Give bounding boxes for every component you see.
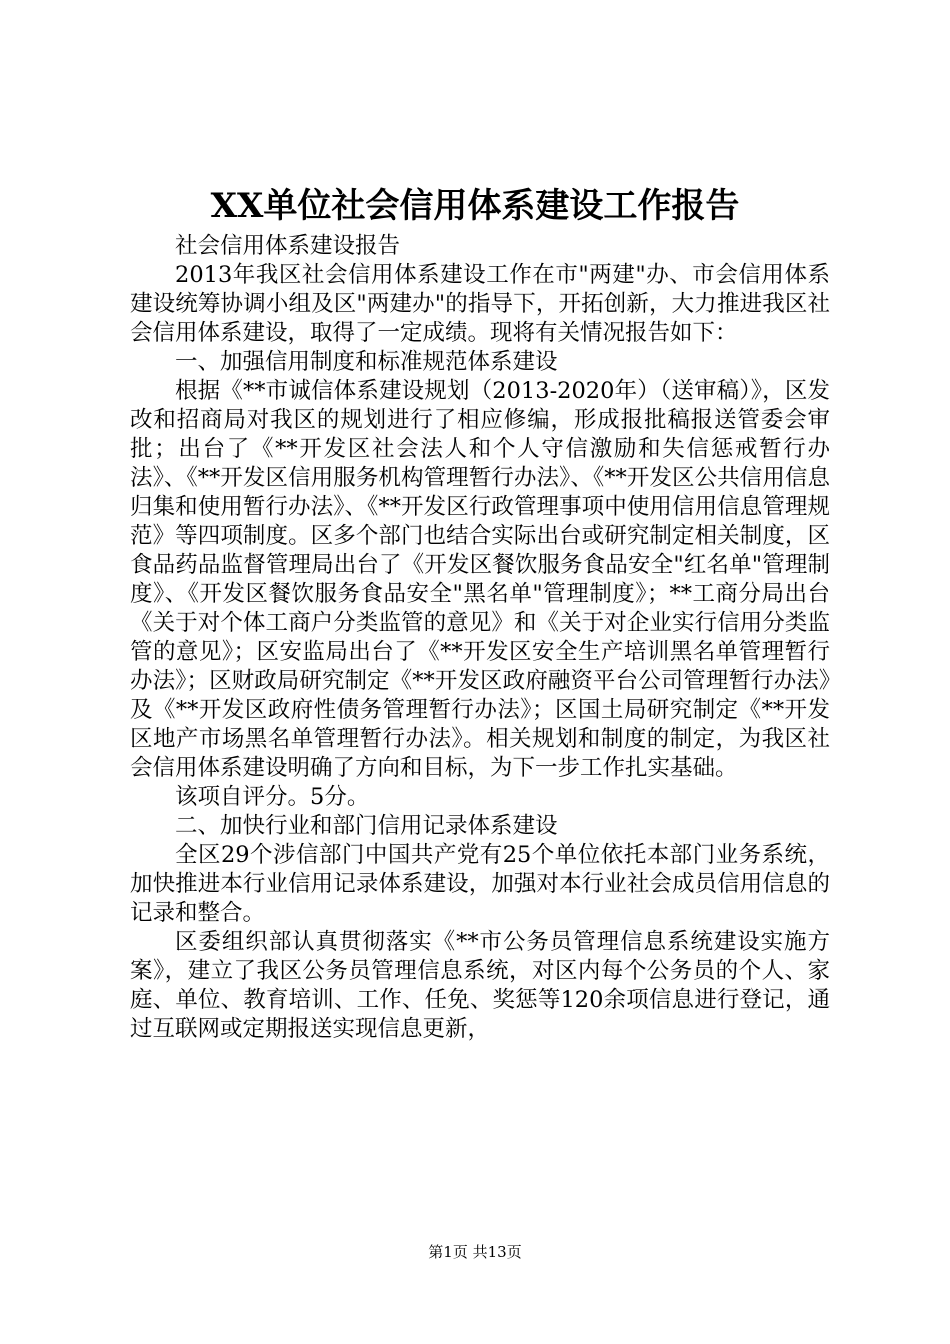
paragraph: 社会信用体系建设报告: [175, 233, 401, 259]
paragraph: 2013年我区社会信用体系建设工作在市"两建"办、市会信用体系建设统筹协调小组及区"两建办"的指导下，开拓创新，大力推进我区社会信用体系建设，取得了一定成绩。现将有关情况报告如下：: [130, 262, 830, 346]
page-number-footer: 第1页 共13页: [428, 1243, 522, 1261]
section-heading: 一、加强信用制度和标准规范体系建设: [175, 349, 558, 375]
paragraph: 该项自评分。5分。: [175, 784, 370, 810]
paragraph: 根据《**市诚信体系建设规划（2013-2020年）（送审稿）》，区发改和招商局对我区的规划进行了相应修编，形成报批稿报送管委会审批；出台了《**开发区社会法人和个人守信激励和失信惩戒暂行办法》、《**开发区信用服务机构管理暂行办法》、《**开发区公共信用信息归集和使用暂行办法》、《**开发区行政管理事项中使用信用信息管理规范》等四项制度。区多个部门也结合实际出台或研究制定相关制度，区食品药品监督管理局出台了《开发区餐饮服务食品安全"红名单"管理制度》、《开发区餐饮服务食品安全"黑名单"管理制度》；**工商分局出台《关于对个体工商户分类监管的意见》和《关于对企业实行信用分类监管的意见》；区安监局出台了《**开发区安全生产培训黑名单管理暂行办法》；区财政局研究制定《**开发区政府融资平台公司管理暂行办法》及《**开发区政府性债务管理暂行办法》；区国土局研究制定《**开发区地产市场黑名单管理暂行办法》。相关规划和制度的制定，为我区社会信用体系建设明确了方向和目标，为下一步工作扎实基础。: [130, 378, 830, 781]
paragraph: 区委组织部认真贯彻落实《**市公务员管理信息系统建设实施方案》，建立了我区公务员管理信息系统，对区内每个公务员的个人、家庭、单位、教育培训、工作、任免、奖惩等120余项信息进行登记，通过互联网或定期报送实现信息更新，: [130, 929, 830, 1042]
document-body: [130, 232, 830, 1044]
document-title: XX单位社会信用体系建设工作报告: [210, 186, 740, 226]
section-heading: 二、加快行业和部门信用记录体系建设: [175, 813, 558, 839]
paragraph: 全区29个涉信部门中国共产党有25个单位依托本部门业务系统，加快推进本行业信用记录体系建设，加强对本行业社会成员信用信息的记录和整合。: [130, 842, 830, 926]
